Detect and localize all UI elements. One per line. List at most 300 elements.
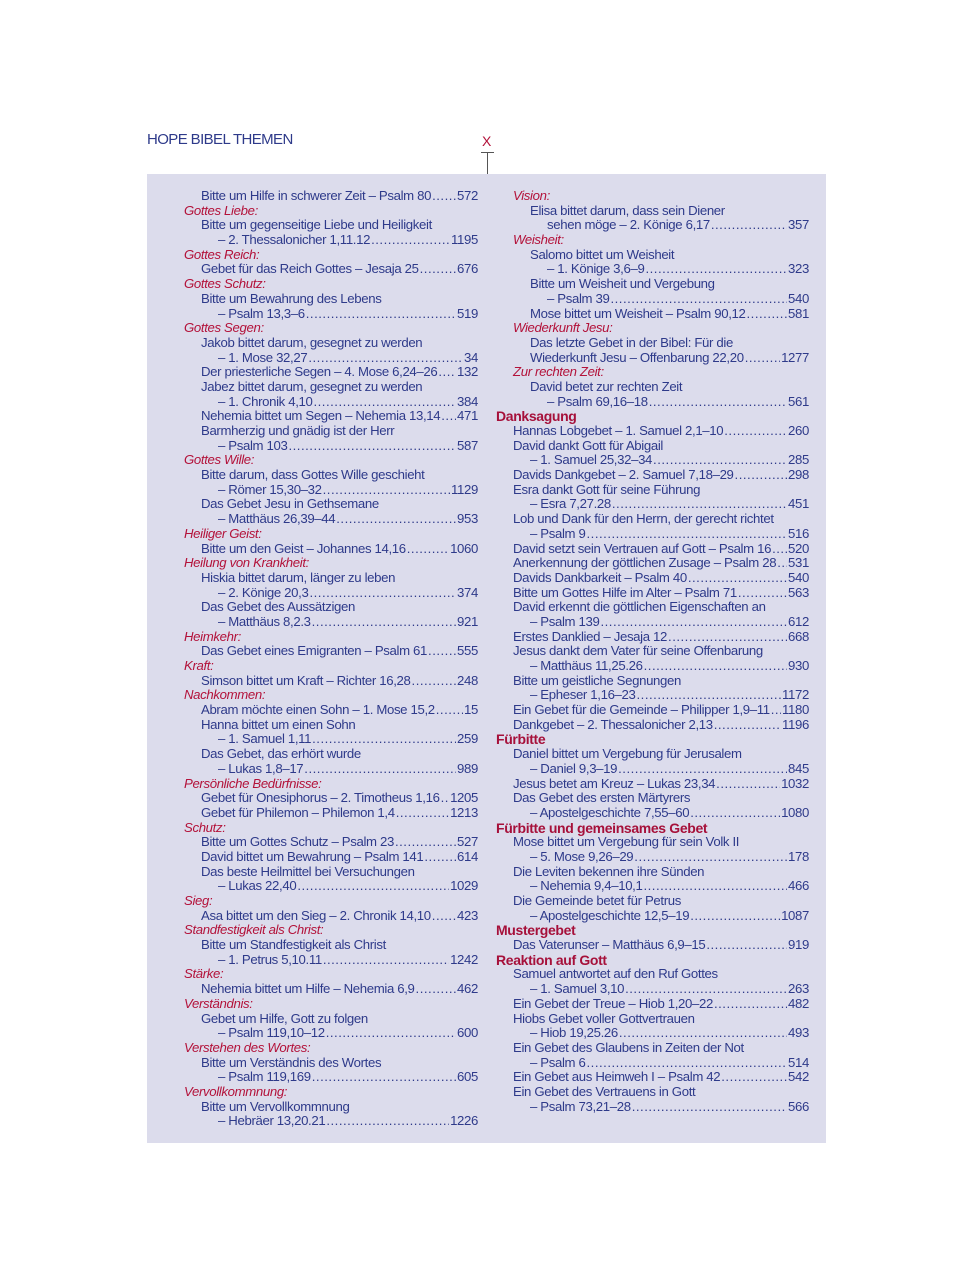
- entry-title: Gebet für Philemon – Philemon 1,4: [201, 804, 395, 820]
- dot-leader: [326, 1114, 449, 1129]
- page-number: 614: [457, 848, 478, 864]
- page-number: 1226: [450, 1113, 478, 1129]
- category-heading: Heilung von Krankheit:: [184, 555, 309, 571]
- dot-leader: [772, 542, 787, 557]
- category-heading: Persönliche Bedürfnisse:: [184, 775, 322, 791]
- page-number: 953: [457, 511, 478, 527]
- category-heading: Kraft:: [184, 658, 214, 673]
- dot-leader: [724, 424, 787, 439]
- index-entry: [184, 351, 478, 366]
- entry-text-line: Bitte um Bewahrung des Lebens: [201, 290, 382, 306]
- entry-title: – Psalm 69,16–18: [547, 393, 648, 409]
- entry-text-line: Hiobs Gebet voller Gottvertrauen: [513, 1010, 695, 1026]
- entry-title: Bitte um Gottes Schutz – Psalm 23: [201, 834, 394, 850]
- index-entry: [184, 233, 478, 248]
- section-heading: Reaktion auf Gott: [496, 951, 607, 968]
- entry-title: Mose bittet um Weisheit – Psalm 90,12: [530, 305, 746, 321]
- entry-text-line: Esra dankt Gott für seine Führung: [513, 481, 701, 497]
- dot-leader: [738, 586, 787, 601]
- page-number: 612: [788, 613, 809, 629]
- page-number: 676: [457, 261, 478, 277]
- dot-leader: [777, 556, 787, 571]
- index-entry: [496, 468, 809, 483]
- page-number: 930: [788, 658, 809, 673]
- dot-leader: [716, 777, 780, 792]
- page-number: 1213: [450, 804, 478, 820]
- page-number: 1195: [451, 232, 478, 248]
- index-entry: [184, 615, 478, 630]
- entry-title: – 2. Thessalonicher 1,11.12: [218, 232, 371, 248]
- index-entry: [496, 1070, 809, 1085]
- page-number: 1277: [781, 349, 809, 365]
- dot-leader: [441, 409, 456, 424]
- entry-text-line: Salomo bittet um Weisheit: [530, 246, 675, 262]
- index-entry: [496, 395, 809, 410]
- page-number: 555: [457, 643, 478, 659]
- entry-title: Anerkennung der göttlichen Zusage – Psalm 28: [513, 555, 777, 571]
- page-number: 285: [788, 452, 809, 468]
- index-entry: [184, 909, 478, 924]
- page-number: 1180: [782, 702, 809, 718]
- index-entry: [496, 630, 809, 645]
- index-entry: [184, 483, 478, 498]
- entry-title: – Psalm 73,21–28: [530, 1098, 631, 1114]
- page-number: 1205: [450, 790, 478, 806]
- index-entry: [184, 262, 478, 277]
- index-entry: [496, 909, 809, 924]
- index-entry: [496, 718, 809, 733]
- page-number: 493: [788, 1025, 809, 1041]
- dot-leader: [323, 953, 449, 968]
- index-entry: [496, 571, 809, 586]
- index-entry: [496, 1056, 809, 1071]
- page-number: 668: [788, 628, 809, 644]
- entry-title: – Psalm 6: [530, 1054, 586, 1070]
- dot-leader: [371, 233, 450, 248]
- page-number: 323: [788, 261, 809, 277]
- entry-text-line: Jakob bittet darum, gesegnet zu werden: [201, 334, 423, 350]
- section-heading: Danksagung: [496, 408, 577, 425]
- entry-text-line: Die Leviten bekennen ihre Sünden: [513, 863, 705, 879]
- entry-text-line: Das Gebet, das erhört wurde: [201, 746, 361, 762]
- entry-title: – 1. Samuel 3,10: [530, 981, 625, 997]
- page-number: 527: [457, 834, 478, 850]
- category-heading: Vervollkommnung:: [184, 1083, 288, 1099]
- page-number: 1242: [450, 951, 478, 967]
- dot-leader: [312, 615, 456, 630]
- index-entry: [496, 586, 809, 601]
- dot-leader: [587, 527, 788, 542]
- page-number: 514: [788, 1054, 809, 1070]
- page-number: 572: [457, 188, 478, 203]
- index-entry: [496, 424, 809, 439]
- entry-title: Dankgebet – 2. Thessalonicher 2,13: [513, 716, 713, 732]
- entry-title: – Matthäus 8,2.3: [218, 613, 311, 629]
- entry-title: Wiederkunft Jesu – Offenbarung 22,20: [530, 349, 744, 365]
- dot-leader: [436, 703, 463, 718]
- page-number: 132: [457, 364, 478, 380]
- page-number: 260: [788, 423, 809, 438]
- page-number: 1029: [450, 878, 478, 894]
- page-number: 384: [457, 393, 478, 409]
- entry-title: sehen möge – 2. Könige 6,17: [547, 217, 710, 233]
- index-entry: [496, 262, 809, 277]
- dot-leader: [634, 850, 787, 865]
- index-entry: [184, 732, 478, 747]
- entry-title: Bitte um Gottes Hilfe im Alter – Psalm 71: [513, 584, 737, 600]
- dot-leader: [612, 497, 787, 512]
- entry-text-line: Bitte um gegenseitige Liebe und Heiligkeit: [201, 217, 432, 233]
- index-entry: [496, 527, 809, 542]
- entry-title: – 2. Könige 20,3: [218, 584, 309, 600]
- index-entry: [184, 835, 478, 850]
- entry-title: – Psalm 139: [530, 613, 600, 629]
- section-heading: Fürbitte und gemeinsames Gebet: [496, 819, 708, 836]
- page-number: 519: [457, 305, 478, 321]
- index-entry: [496, 556, 809, 571]
- entry-title: Davids Dankgebet – 2. Samuel 7,18–29: [513, 467, 734, 483]
- dot-leader: [306, 307, 456, 322]
- section-heading: Mustergebet: [496, 922, 576, 939]
- entry-title: Simson bittet um Kraft – Richter 16,28: [201, 672, 411, 688]
- page-number: 1087: [781, 907, 809, 923]
- index-entry: [496, 997, 809, 1012]
- page-number: 1172: [782, 687, 809, 703]
- entry-text-line: Barmherzig und gnädig ist der Herr: [201, 423, 395, 438]
- index-entry: [184, 703, 478, 718]
- dot-leader: [407, 542, 449, 557]
- dot-leader: [706, 938, 787, 953]
- index-entry: [496, 659, 809, 674]
- page-number: 540: [788, 569, 809, 585]
- index-entry: [184, 1026, 478, 1041]
- entry-text-line: David dankt Gott für Abigail: [513, 437, 664, 453]
- page-number: 374: [457, 584, 478, 600]
- dot-leader: [312, 732, 456, 747]
- entry-title: – Hiob 19,25.26: [530, 1025, 618, 1041]
- category-heading: Gottes Schutz:: [184, 276, 266, 292]
- page-number: 1032: [781, 775, 809, 791]
- crop-mark-line: [487, 152, 488, 174]
- entry-title: – Lukas 22,40: [218, 878, 297, 894]
- index-entry: [496, 938, 809, 953]
- entry-text-line: Bitte um geistliche Segnungen: [513, 672, 681, 688]
- category-heading: Gottes Liebe:: [184, 202, 258, 218]
- index-entry: [496, 850, 809, 865]
- index-entry: [496, 307, 809, 322]
- page-number: 1060: [450, 540, 478, 556]
- entry-title: – 1. Samuel 1,11: [218, 731, 312, 747]
- entry-title: – Psalm 119,10–12: [218, 1025, 325, 1041]
- dot-leader: [645, 262, 787, 277]
- entry-title: Das Vaterunser – Matthäus 6,9–15: [513, 937, 706, 953]
- entry-title: – 1. Mose 32,27: [218, 349, 308, 365]
- dot-leader: [312, 1070, 456, 1085]
- entry-title: Nehemia bittet um Segen – Nehemia 13,14: [201, 408, 441, 424]
- category-heading: Gottes Wille:: [184, 452, 255, 468]
- dot-leader: [600, 615, 787, 630]
- category-heading: Vision:: [513, 188, 550, 203]
- page-number: 263: [788, 981, 809, 997]
- dot-leader: [618, 762, 787, 777]
- category-heading: Stärke:: [184, 966, 224, 982]
- dot-leader: [420, 262, 456, 277]
- entry-title: – 1. Petrus 5,10.11: [218, 951, 322, 967]
- entry-title: Das Gebet eines Emigranten – Psalm 61: [201, 643, 428, 659]
- entry-title: Bitte um den Geist – Johannes 14,16: [201, 540, 406, 556]
- dot-leader: [424, 850, 456, 865]
- page-number: 34: [464, 349, 478, 365]
- section-heading: Fürbitte: [496, 731, 546, 748]
- page-number: 921: [457, 613, 478, 629]
- entry-title: – Psalm 13,3–6: [218, 305, 305, 321]
- page-number: 989: [457, 760, 478, 776]
- dot-leader: [308, 351, 463, 366]
- index-entry: [496, 879, 809, 894]
- page-number: 298: [788, 467, 809, 483]
- index-entry: [496, 351, 809, 366]
- entry-text-line: Bitte darum, dass Gottes Wille geschieht: [201, 467, 425, 483]
- entry-title: Abram möchte einen Sohn – 1. Mose 15,2: [201, 702, 435, 718]
- entry-text-line: Bitte um Verständnis des Wortes: [201, 1054, 382, 1070]
- entry-text-line: Das Gebet Jesu in Gethsemane: [201, 496, 379, 512]
- index-entry: [184, 512, 478, 527]
- dot-leader: [747, 307, 788, 322]
- dot-leader: [714, 718, 781, 733]
- dot-leader: [690, 806, 780, 821]
- index-entry: [184, 365, 478, 380]
- entry-text-line: Bitte um Standfestigkeit als Christ: [201, 937, 386, 953]
- page-number: 1080: [781, 804, 809, 820]
- index-entry: [184, 439, 478, 454]
- dot-leader: [610, 292, 787, 307]
- dot-leader: [297, 879, 449, 894]
- entry-title: – Lukas 1,8–17: [218, 760, 304, 776]
- entry-title: – Römer 15,30–32: [218, 481, 322, 497]
- index-entry: [496, 292, 809, 307]
- index-entry: [184, 189, 478, 204]
- dot-leader: [771, 703, 781, 718]
- page-number: 462: [457, 981, 478, 997]
- entry-title: Davids Dankbarkeit – Psalm 40: [513, 569, 687, 585]
- index-entry: [184, 762, 478, 777]
- entry-text-line: Das Gebet des ersten Märtyrers: [513, 790, 691, 806]
- page-number: 516: [788, 525, 809, 541]
- page-number: 466: [788, 878, 809, 894]
- dot-leader: [619, 1026, 787, 1041]
- category-heading: Zur rechten Zeit:: [513, 364, 604, 380]
- index-entry: [184, 953, 478, 968]
- dot-leader: [644, 659, 787, 674]
- entry-title: – 1. Samuel 25,32–34: [530, 452, 653, 468]
- entry-text-line: Lob und Dank für den Herrn, der gerecht richtet: [513, 511, 774, 527]
- dot-leader: [326, 1026, 456, 1041]
- page-number: 259: [457, 731, 478, 747]
- dot-leader: [721, 1070, 787, 1085]
- dot-leader: [412, 674, 457, 689]
- page-number: 561: [788, 393, 809, 409]
- entry-text-line: Bitte um Weisheit und Vergebung: [530, 276, 715, 292]
- page-number: 581: [788, 305, 809, 321]
- crop-mark-x: X: [482, 133, 492, 149]
- category-heading: Heimkehr:: [184, 628, 241, 644]
- entry-text-line: Gebet um Hilfe, Gott zu folgen: [201, 1010, 368, 1026]
- dot-leader: [323, 483, 450, 498]
- entry-text-line: Bitte um Vervollkommnung: [201, 1098, 350, 1114]
- entry-title: Ein Gebet für die Gemeinde – Philipper 1,9–11: [513, 702, 770, 718]
- page-number: 1129: [451, 481, 478, 497]
- dot-leader: [304, 762, 456, 777]
- dot-leader: [396, 806, 449, 821]
- page-number: 563: [788, 584, 809, 600]
- dot-leader: [432, 189, 456, 204]
- entry-title: Ein Gebet aus Heimweh I – Psalm 42: [513, 1069, 721, 1085]
- page-number: 15: [464, 702, 478, 718]
- index-entry: [496, 762, 809, 777]
- category-heading: Schutz:: [184, 819, 226, 835]
- index-column-left: [184, 189, 478, 1129]
- dot-leader: [688, 571, 787, 586]
- page-number: 531: [788, 555, 809, 571]
- index-entry: [496, 218, 809, 233]
- entry-title: – Psalm 39: [547, 290, 610, 306]
- page-header-title: HOPE BIBEL THEMEN: [147, 131, 293, 148]
- index-entry: [184, 644, 478, 659]
- entry-title: – 5. Mose 9,26–29: [530, 848, 634, 864]
- entry-title: Asa bittet um den Sieg – 2. Chronik 14,10: [201, 907, 431, 923]
- category-heading: Gottes Segen:: [184, 320, 264, 336]
- index-entry: [496, 453, 809, 468]
- dot-leader: [438, 365, 456, 380]
- entry-title: – Matthäus 26,39–44: [218, 511, 336, 527]
- entry-text-line: Jabez bittet darum, gesegnet zu werden: [201, 378, 423, 394]
- dot-leader: [432, 909, 456, 924]
- index-entry: [496, 982, 809, 997]
- index-entry: [184, 542, 478, 557]
- index-entry: [496, 1100, 809, 1115]
- entry-title: – Psalm 103: [218, 437, 288, 453]
- index-entry: [496, 1026, 809, 1041]
- dot-leader: [643, 879, 787, 894]
- index-entry: [496, 542, 809, 557]
- entry-title: – Nehemia 9,4–10,1: [530, 878, 643, 894]
- page-number: 540: [788, 290, 809, 306]
- entry-text-line: Ein Gebet des Vertrauens in Gott: [513, 1083, 696, 1099]
- entry-text-line: Daniel bittet um Vergebung für Jerusalem: [513, 746, 742, 762]
- category-heading: Nachkommen:: [184, 687, 266, 703]
- dot-leader: [653, 453, 787, 468]
- entry-text-line: David erkennt die göttlichen Eigenschaften an: [513, 599, 766, 615]
- entry-title: – 1. Chronik 4,10: [218, 393, 313, 409]
- category-heading: Sieg:: [184, 893, 213, 908]
- category-heading: Gottes Reich:: [184, 246, 260, 262]
- entry-title: – Hebräer 13,20.21: [218, 1113, 326, 1129]
- entry-text-line: Die Gemeinde betet für Petrus: [513, 893, 681, 908]
- category-heading: Standfestigkeit als Christ:: [184, 922, 324, 938]
- category-heading: Wiederkunft Jesu:: [513, 320, 613, 336]
- entry-title: – Psalm 9: [530, 525, 586, 541]
- category-heading: Verstehen des Wortes:: [184, 1039, 311, 1055]
- dot-leader: [714, 997, 787, 1012]
- index-entry: [184, 395, 478, 410]
- page-number: 845: [788, 760, 809, 776]
- page-number: 471: [457, 408, 478, 424]
- crop-mark-tick: [481, 152, 494, 153]
- entry-text-line: Das letzte Gebet in der Bibel: Für die: [530, 334, 733, 350]
- page-number: 248: [457, 672, 478, 688]
- dot-leader: [587, 1056, 788, 1071]
- entry-title: David setzt sein Vertrauen auf Gott – Psalm 16: [513, 540, 772, 556]
- entry-text-line: Mose bittet um Vergebung für sein Volk II: [513, 834, 740, 850]
- dot-leader: [441, 791, 450, 806]
- entry-text-line: Hanna bittet um einen Sohn: [201, 716, 356, 732]
- entry-title: – Epheser 1,16–23: [530, 687, 636, 703]
- index-entry: [184, 879, 478, 894]
- entry-text-line: Samuel antwortet auf den Ruf Gottes: [513, 966, 718, 982]
- index-entry: [496, 688, 809, 703]
- entry-text-line: Das Gebet des Aussätzigen: [201, 599, 355, 615]
- dot-leader: [649, 395, 787, 410]
- index-entry: [184, 806, 478, 821]
- index-entry: [496, 497, 809, 512]
- entry-text-line: Ein Gebet des Glaubens in Zeiten der Not: [513, 1039, 744, 1055]
- index-entry: [184, 586, 478, 601]
- page-number: 605: [457, 1069, 478, 1085]
- dot-leader: [428, 644, 456, 659]
- page-number: 566: [788, 1098, 809, 1114]
- page-number: 542: [788, 1069, 809, 1085]
- page-number: 919: [788, 937, 809, 953]
- entry-title: – 1. Könige 3,6–9: [547, 261, 645, 277]
- entry-title: Erstes Danklied – Jesaja 12: [513, 628, 668, 644]
- entry-title: Bitte um Hilfe in schwerer Zeit – Psalm 80: [201, 188, 432, 203]
- entry-title: Gebet für Onesiphorus – 2. Timotheus 1,16: [201, 790, 440, 806]
- entry-title: Nehemia bittet um Hilfe – Nehemia 6,9: [201, 981, 415, 997]
- dot-leader: [625, 982, 787, 997]
- dot-leader: [632, 1100, 787, 1115]
- entry-title: – Psalm 119,169: [218, 1069, 311, 1085]
- dot-leader: [668, 630, 787, 645]
- entry-title: Jesus betet am Kreuz – Lukas 23,34: [513, 775, 716, 791]
- dot-leader: [735, 468, 788, 483]
- entry-text-line: Hiskia bittet darum, länger zu leben: [201, 569, 396, 585]
- category-heading: Weisheit:: [513, 232, 564, 248]
- entry-text-line: Elisa bittet darum, dass sein Diener: [530, 202, 725, 218]
- entry-title: Der priesterliche Segen – 4. Mose 6,24–26: [201, 364, 438, 380]
- entry-text-line: David betet zur rechten Zeit: [530, 378, 683, 394]
- page-number: 357: [788, 217, 809, 233]
- dot-leader: [745, 351, 780, 366]
- dot-leader: [395, 835, 456, 850]
- entry-text-line: Das beste Heilmittel bei Versuchungen: [201, 863, 415, 879]
- page-number: 423: [457, 907, 478, 923]
- index-entry: [184, 674, 478, 689]
- dot-leader: [637, 688, 782, 703]
- page-number: 451: [788, 496, 809, 512]
- entry-title: – Daniel 9,3–19: [530, 760, 618, 776]
- category-heading: Verständnis:: [184, 995, 253, 1011]
- index-entry: [184, 1114, 478, 1129]
- entry-text-line: Jesus dankt dem Vater für seine Offenbarung: [513, 643, 763, 659]
- category-heading: Heiliger Geist:: [184, 525, 262, 541]
- index-entry: [184, 1070, 478, 1085]
- dot-leader: [309, 586, 456, 601]
- entry-title: David bittet um Bewahrung – Psalm 141: [201, 848, 424, 864]
- page-number: 1196: [782, 716, 809, 732]
- index-entry: [184, 409, 478, 424]
- entry-title: Gebet für das Reich Gottes – Jesaja 25: [201, 261, 419, 277]
- page-number: 178: [788, 848, 809, 864]
